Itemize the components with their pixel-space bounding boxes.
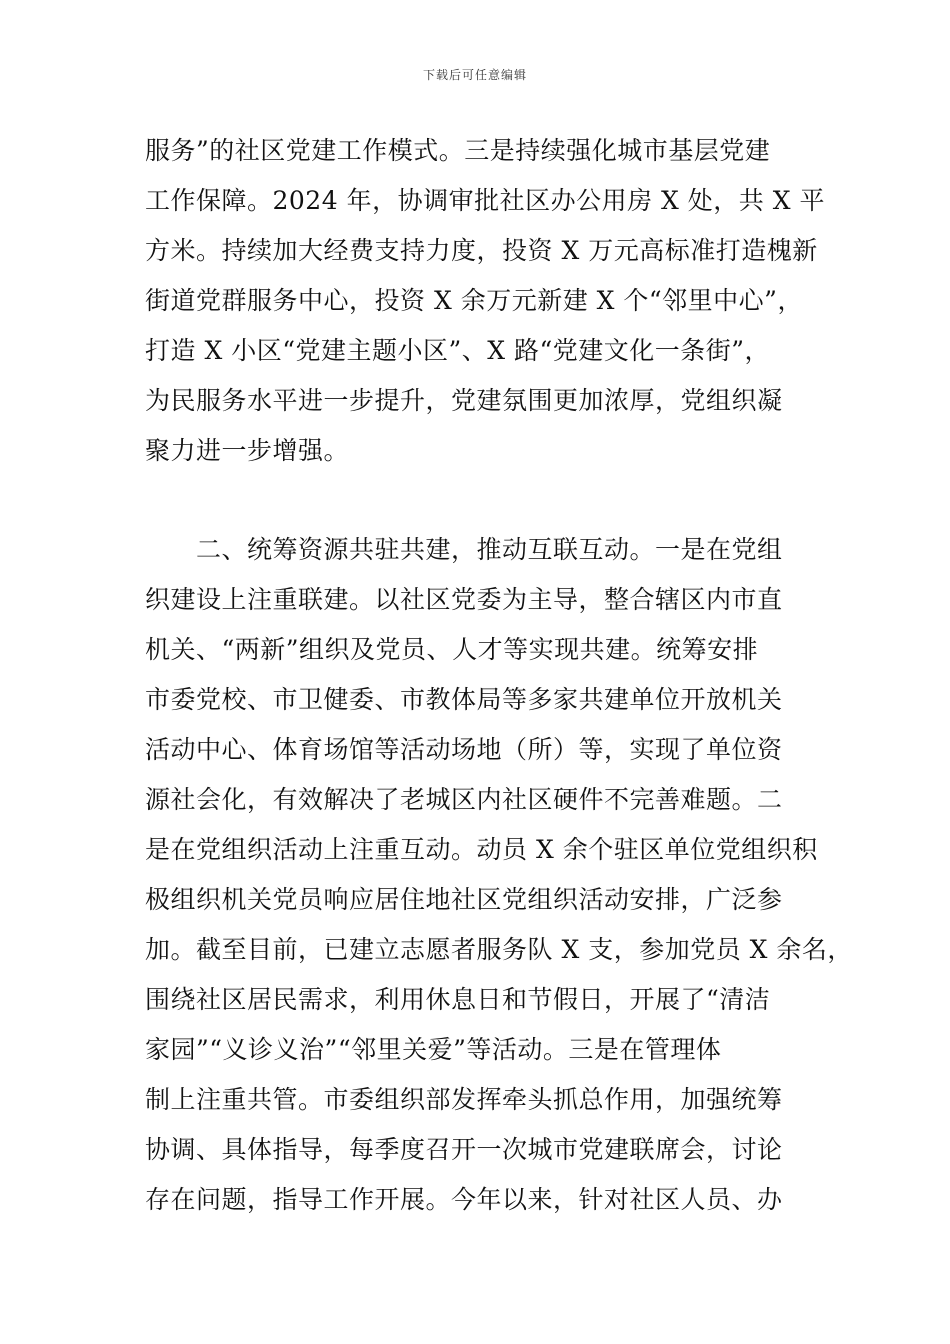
text-line: 织建设上注重联建。以社区党委为主导，整合辖区内市直 (145, 585, 783, 614)
text-line: 围绕社区居民需求，利用休息日和节假日，开展了“清洁 (145, 985, 771, 1014)
text-line: 制上注重共管。市委组织部发挥牵头抓总作用，加强统筹 (145, 1085, 783, 1114)
text-line: 极组织机关党员响应居住地社区党组织活动安排，广泛参 (145, 885, 783, 914)
text-line: 加。截至目前，已建立志愿者服务队 X 支，参加党员 X 余名， (145, 935, 853, 964)
text-line: 打造 X 小区“党建主题小区”、X 路“党建文化一条街”， (145, 336, 771, 365)
text-line: 机关、“两新”组织及党员、人才等实现共建。统筹安排 (145, 635, 759, 664)
text-line: 活动中心、体育场馆等活动场地（所）等，实现了单位资 (145, 735, 783, 764)
text-line: 市委党校、市卫健委、市教体局等多家共建单位开放机关 (145, 685, 783, 714)
text-line: 街道党群服务中心，投资 X 余万元新建 X 个“邻里中心”， (145, 286, 803, 315)
text-line: 方米。持续加大经费支持力度，投资 X 万元高标准打造槐新 (145, 236, 818, 265)
text-line: 为民服务水平进一步提升，党建氛围更加浓厚，党组织凝 (145, 386, 783, 415)
page-header: 下载后可任意编辑 (422, 68, 527, 82)
text-line: 源社会化，有效解决了老城区内社区硬件不完善难题。二 (145, 785, 783, 814)
text-line: 协调、具体指导，每季度召开一次城市党建联席会，讨论 (145, 1135, 783, 1164)
paragraph-2 (145, 525, 853, 1225)
text-line: 工作保障。2024 年，协调审批社区办公用房 X 处，共 X 平 (145, 186, 825, 215)
text-line: 存在问题，指导工作开展。今年以来，针对社区人员、办 (145, 1185, 783, 1214)
text-line: 二、统筹资源共驻共建，推动互联互动。一是在党组 (145, 535, 783, 564)
text-line: 服务”的社区党建工作模式。三是持续强化城市基层党建 (145, 136, 771, 165)
text-line: 聚力进一步增强。 (145, 436, 350, 465)
text-line: 是在党组织活动上注重互动。动员 X 余个驻区单位党组织积 (145, 835, 818, 864)
text-line: 家园”“义诊义治”“邻里关爱”等活动。三是在管理体 (145, 1035, 722, 1064)
paragraph-1 (145, 126, 825, 476)
